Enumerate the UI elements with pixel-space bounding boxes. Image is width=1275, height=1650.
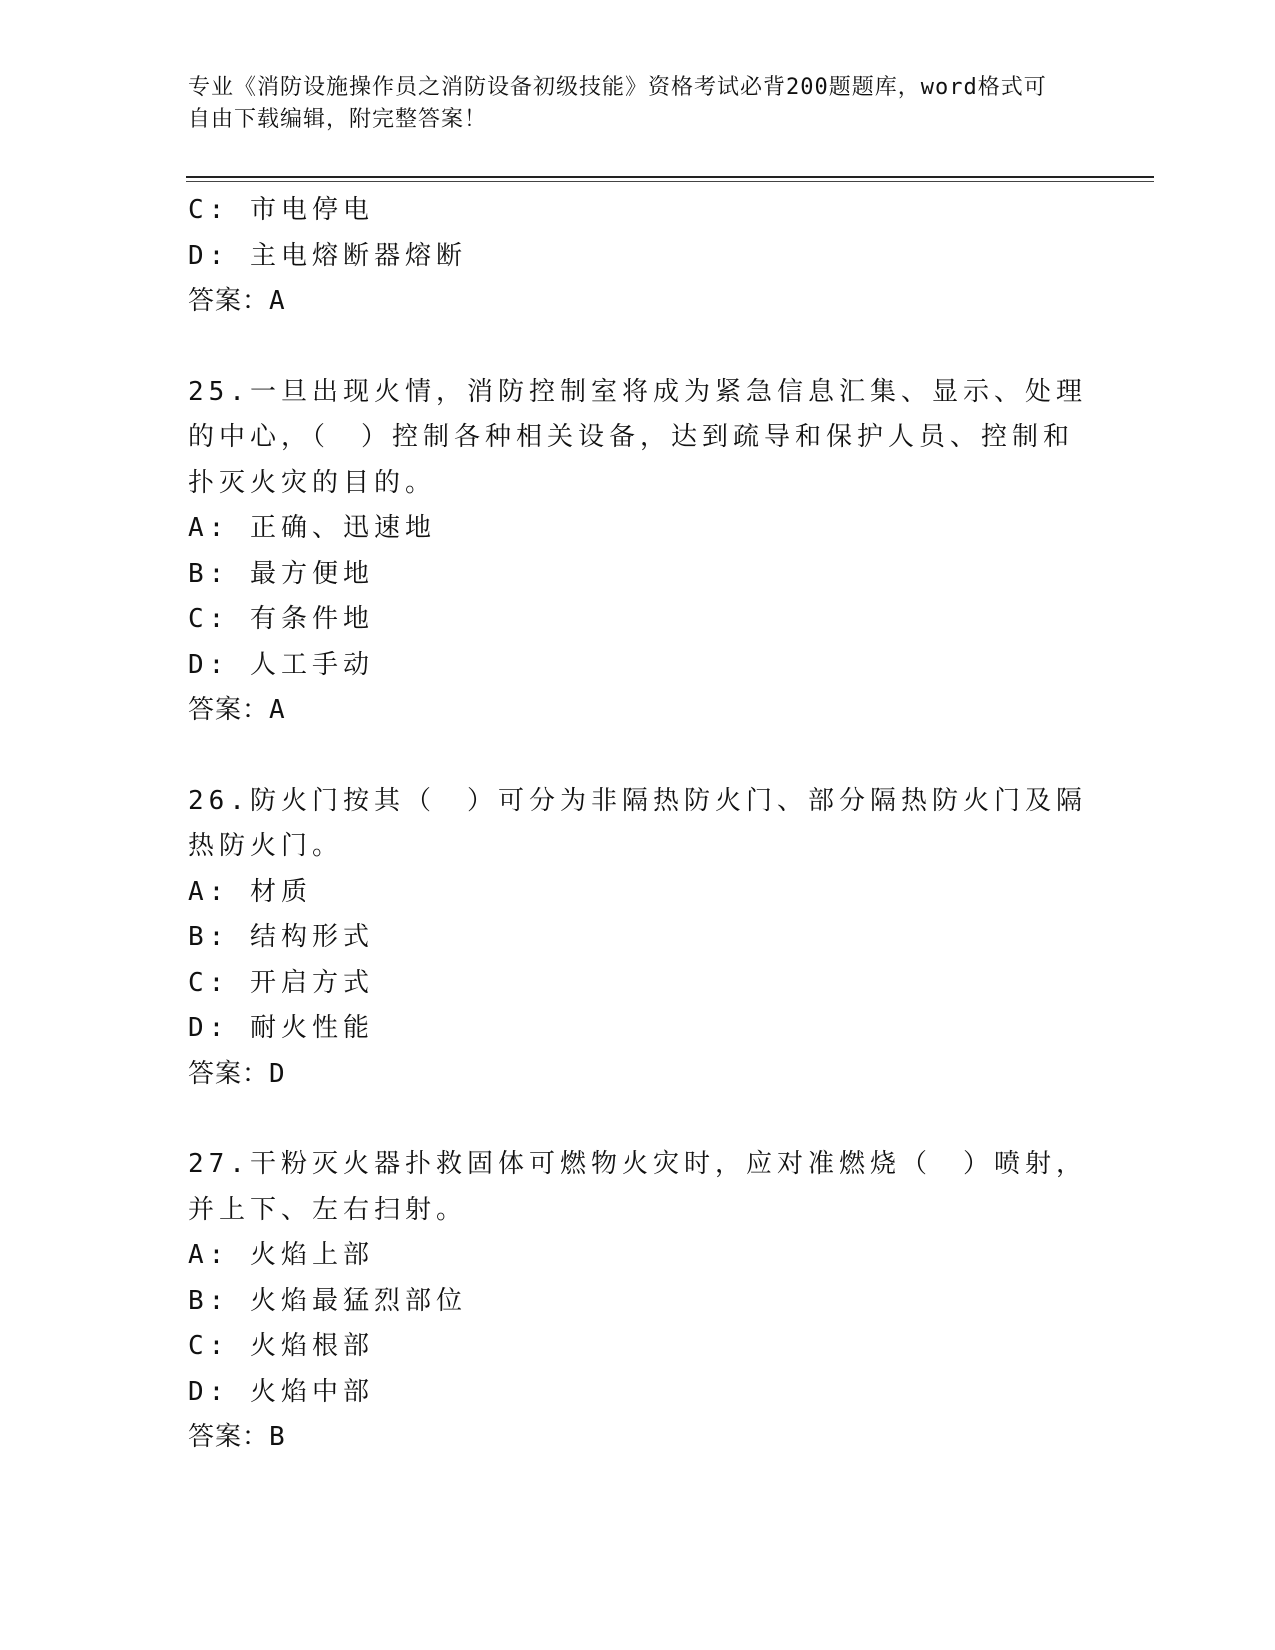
answer-label: 答案： bbox=[188, 695, 270, 725]
spacer bbox=[188, 1097, 1088, 1142]
question-26 bbox=[188, 779, 1088, 1098]
option-c: C: 火焰根部 bbox=[188, 1331, 374, 1361]
answer-value: A bbox=[269, 695, 286, 725]
question-27 bbox=[188, 1142, 1088, 1461]
answer-line bbox=[188, 1052, 1088, 1098]
option-a: A: 材质 bbox=[188, 876, 312, 907]
page-header-title: 专业《消防设施操作员之消防设备初级技能》资格考试必背200题题库，word格式可自由下载编辑，附完整答案！ bbox=[188, 75, 1047, 132]
answer-line bbox=[188, 688, 1088, 734]
option-d: D: 耐火性能 bbox=[188, 1013, 374, 1043]
answer-value: B bbox=[269, 1422, 286, 1452]
answer-line bbox=[188, 279, 1088, 325]
option-d: D: 人工手动 bbox=[188, 649, 374, 680]
answer-value: D bbox=[269, 1058, 286, 1089]
continued-question bbox=[188, 188, 1088, 325]
option-c: C: 有条件地 bbox=[188, 604, 374, 634]
option-b: B: 最方便地 bbox=[188, 558, 374, 589]
answer-line bbox=[188, 1415, 1088, 1461]
header-divider-thin bbox=[186, 181, 1154, 182]
question-stem: 27.干粉灭火器扑救固体可燃物火灾时，应对准燃烧（ ）喷射，并上下、左右扫射。 bbox=[188, 1149, 1087, 1225]
spacer bbox=[188, 734, 1088, 779]
option-a: A: 正确、迅速地 bbox=[188, 513, 436, 543]
option-d: D: 火焰中部 bbox=[188, 1376, 374, 1407]
answer-value: A bbox=[269, 286, 286, 316]
question-25 bbox=[188, 370, 1088, 734]
option-c: C: 开启方式 bbox=[188, 967, 374, 998]
answer-label: 答案： bbox=[188, 286, 270, 316]
option-a: A: 火焰上部 bbox=[188, 1240, 374, 1270]
option-d: D: 主电熔断器熔断 bbox=[188, 240, 467, 271]
option-b: B: 结构形式 bbox=[188, 922, 374, 952]
option-c: C: 市电停电 bbox=[188, 195, 374, 225]
option-b: B: 火焰最猛烈部位 bbox=[188, 1285, 467, 1316]
answer-label: 答案： bbox=[188, 1422, 270, 1452]
spacer bbox=[188, 325, 1088, 370]
question-stem: 26.防火门按其（ ）可分为非隔热防火门、部分隔热防火门及隔热防火门。 bbox=[188, 785, 1087, 861]
question-stem: 25.一旦出现火情，消防控制室将成为紧急信息汇集、显示、处理的中心，（ ）控制各种相关设备，达到疏导和保护人员、控制和扑灭火灾的目的。 bbox=[188, 376, 1087, 498]
header-divider bbox=[186, 176, 1154, 178]
question-content bbox=[188, 188, 1088, 1461]
answer-label: 答案： bbox=[188, 1058, 270, 1089]
